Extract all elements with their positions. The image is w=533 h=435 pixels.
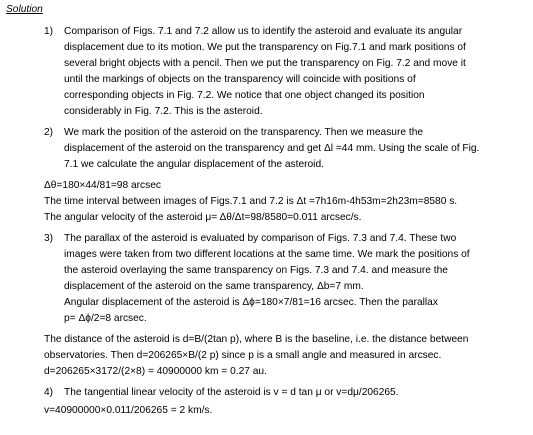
- item-4-number: 4): [44, 387, 54, 398]
- item-3-line: p= Δϕ/2=8 arcsec.: [64, 313, 147, 324]
- item-1-line: corresponding objects in Fig. 7.2. We notice that one object changed its position: [64, 90, 425, 101]
- item-1-line: until the markings of objects on the transparency will coincide with positions of: [64, 74, 416, 85]
- angular-displacement-formula: Δθ=180×44/81=98 arcsec: [44, 180, 161, 191]
- item-2-line: 7.1 we calculate the angular displacement of the asteroid.: [64, 159, 324, 170]
- item-1-line: considerably in Fig. 7.2. This is the asteroid.: [64, 106, 263, 117]
- item-3-line: images were taken from two different locations at the same time. We mark the positions of: [64, 249, 470, 260]
- distance-result: d=206265×3172/(2×8) = 40900000 km = 0.27 au.: [44, 366, 267, 377]
- item-1-line: displacement due to its motion. We put the transparency on Fig.7.1 and mark positions of: [64, 42, 466, 53]
- item-2-number: 2): [44, 127, 54, 138]
- time-interval-line: The time interval between images of Figs.7.1 and 7.2 is Δt =7h16m-4h53m=2h23m=8580 s.: [44, 196, 458, 207]
- item-2-line: We mark the position of the asteroid on the transparency. Then we measure the: [64, 127, 424, 138]
- solution-heading: Solution: [6, 4, 43, 15]
- item-3-line: The parallax of the asteroid is evaluated by comparison of Figs. 7.3 and 7.4. These two: [64, 233, 457, 244]
- velocity-result: v=40900000×0.011/206265 = 2 km/s.: [44, 405, 213, 416]
- item-3-line: Angular displacement of the asteroid is Δϕ=180×7/81=16 arcsec. Then the parallax: [64, 297, 438, 308]
- item-1-line: several bright objects with a pencil. Then we put the transparency on Fig. 7.2 and move it: [64, 58, 466, 69]
- item-4-line: The tangential linear velocity of the asteroid is v = d tan μ or v=dμ/206265.: [64, 387, 399, 398]
- item-1-line: Comparison of Figs. 7.1 and 7.2 allow us to identify the asteroid and evaluate its angular: [64, 26, 463, 37]
- distance-line: The distance of the asteroid is d=B/(2tan p), where B is the baseline, i.e. the distance between: [44, 334, 469, 345]
- item-3-line: displacement of the asteroid on the same transparency, Δb=7 mm.: [64, 281, 364, 292]
- item-3-line: the asteroid overlaying the same transparency on Figs. 7.3 and 7.4. and measure the: [64, 265, 448, 276]
- item-1-number: 1): [44, 26, 54, 37]
- item-2-line: displacement of the asteroid on the transparency and get Δl =44 mm. Using the scale of Fig.: [64, 143, 480, 154]
- item-3-number: 3): [44, 233, 54, 244]
- angular-velocity-line: The angular velocity of the asteroid μ= Δθ/Δt=98/8580=0.011 arcsec/s.: [44, 212, 362, 223]
- distance-line: observatories. Then d=206265×B/(2 p) since p is a small angle and measured in arcsec.: [44, 350, 442, 361]
